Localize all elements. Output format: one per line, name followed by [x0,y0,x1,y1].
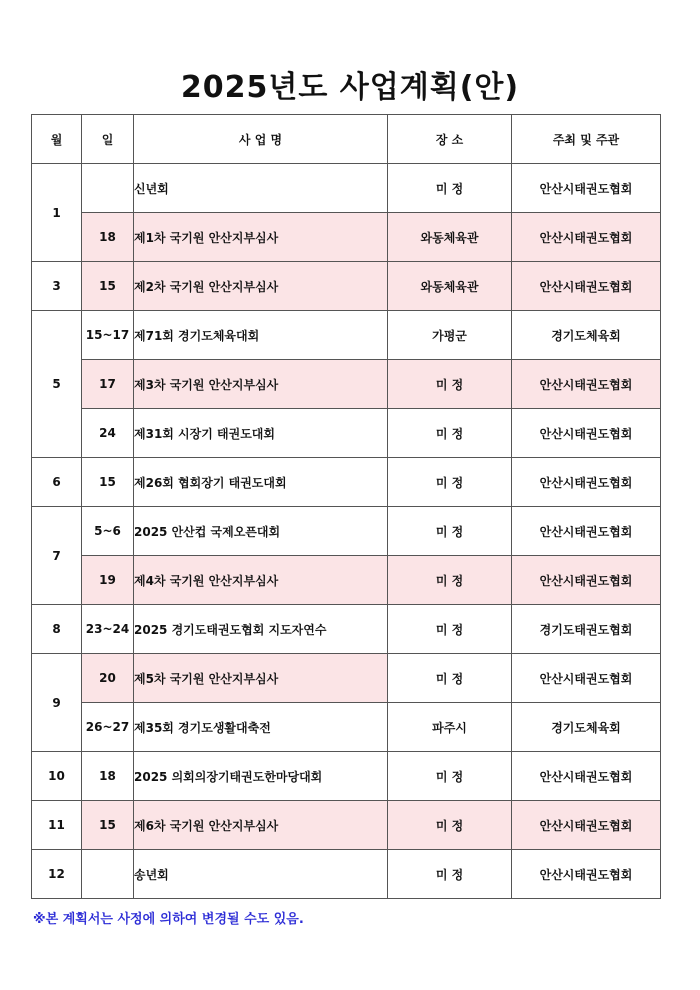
header-host: 주최 및 주관 [512,115,661,164]
table-row [32,507,661,556]
event-cell: 제71회 경기도체육대회 [134,311,388,360]
host-cell: 안산시태권도협회 [512,801,661,850]
event-cell: 제26회 협회장기 태권도대회 [134,458,388,507]
day-cell: 24 [82,409,134,458]
day-cell: 17 [82,360,134,409]
place-cell: 가평군 [388,311,512,360]
event-cell: 제1차 국기원 안산지부심사 [134,213,388,262]
host-cell: 안산시태권도협회 [512,262,661,311]
table-row [32,262,661,311]
change-notice: ※본 계획서는 사정에 의하여 변경될 수도 있음. [33,912,304,927]
event-cell: 송년회 [134,850,388,899]
place-cell: 미 정 [388,556,512,605]
place-cell: 미 정 [388,458,512,507]
place-cell: 미 정 [388,360,512,409]
table-row [32,458,661,507]
place-cell: 파주시 [388,703,512,752]
header-day: 일 [82,115,134,164]
host-cell: 안산시태권도협회 [512,556,661,605]
event-cell: 제3차 국기원 안산지부심사 [134,360,388,409]
day-cell: 15 [82,801,134,850]
event-cell: 2025 안산컵 국제오픈대회 [134,507,388,556]
place-cell: 미 정 [388,801,512,850]
host-cell: 경기도체육회 [512,703,661,752]
table-row [32,801,661,850]
business-plan-table [31,114,661,899]
day-cell: 5~6 [82,507,134,556]
day-cell: 19 [82,556,134,605]
place-cell: 와동체육관 [388,213,512,262]
event-cell: 제6차 국기원 안산지부심사 [134,801,388,850]
table-row [32,164,661,213]
host-cell: 경기도태권도협회 [512,605,661,654]
month-cell: 3 [32,262,82,311]
table-row [32,360,661,409]
event-cell: 제31회 시장기 태권도대회 [134,409,388,458]
place-cell: 미 정 [388,164,512,213]
table-row [32,311,661,360]
table-row [32,850,661,899]
table-row [32,409,661,458]
event-cell: 2025 경기도태권도협회 지도자연수 [134,605,388,654]
host-cell: 안산시태권도협회 [512,752,661,801]
event-cell: 2025 의회의장기태권도한마당대회 [134,752,388,801]
host-cell: 안산시태권도협회 [512,360,661,409]
host-cell: 안산시태권도협회 [512,654,661,703]
day-cell: 23~24 [82,605,134,654]
day-cell: 26~27 [82,703,134,752]
event-cell: 신년회 [134,164,388,213]
host-cell: 안산시태권도협회 [512,164,661,213]
day-cell: 18 [82,213,134,262]
month-cell: 1 [32,164,82,262]
day-cell: 18 [82,752,134,801]
month-cell: 9 [32,654,82,752]
host-cell: 안산시태권도협회 [512,409,661,458]
month-cell: 10 [32,752,82,801]
month-cell: 12 [32,850,82,899]
place-cell: 와동체육관 [388,262,512,311]
table-row [32,556,661,605]
table-row [32,213,661,262]
month-cell: 8 [32,605,82,654]
month-cell: 6 [32,458,82,507]
event-cell: 제4차 국기원 안산지부심사 [134,556,388,605]
event-cell: 제2차 국기원 안산지부심사 [134,262,388,311]
place-cell: 미 정 [388,409,512,458]
host-cell: 안산시태권도협회 [512,850,661,899]
host-cell: 안산시태권도협회 [512,213,661,262]
day-cell [82,850,134,899]
host-cell: 경기도체육회 [512,311,661,360]
table-row [32,752,661,801]
host-cell: 안산시태권도협회 [512,507,661,556]
day-cell: 15 [82,458,134,507]
event-cell: 제35회 경기도생활대축전 [134,703,388,752]
place-cell: 미 정 [388,850,512,899]
table-row [32,654,661,703]
day-cell [82,164,134,213]
table-row [32,605,661,654]
month-cell: 5 [32,311,82,458]
month-cell: 7 [32,507,82,605]
month-cell: 11 [32,801,82,850]
header-place: 장 소 [388,115,512,164]
place-cell: 미 정 [388,654,512,703]
day-cell: 20 [82,654,134,703]
event-cell: 제5차 국기원 안산지부심사 [134,654,388,703]
day-cell: 15 [82,262,134,311]
page-title: 2025년도 사업계획(안) [180,70,520,105]
host-cell: 안산시태권도협회 [512,458,661,507]
table-row [32,703,661,752]
place-cell: 미 정 [388,605,512,654]
header-event: 사 업 명 [134,115,388,164]
header-month: 월 [32,115,82,164]
place-cell: 미 정 [388,752,512,801]
place-cell: 미 정 [388,507,512,556]
day-cell: 15~17 [82,311,134,360]
table-header-row [32,115,661,164]
